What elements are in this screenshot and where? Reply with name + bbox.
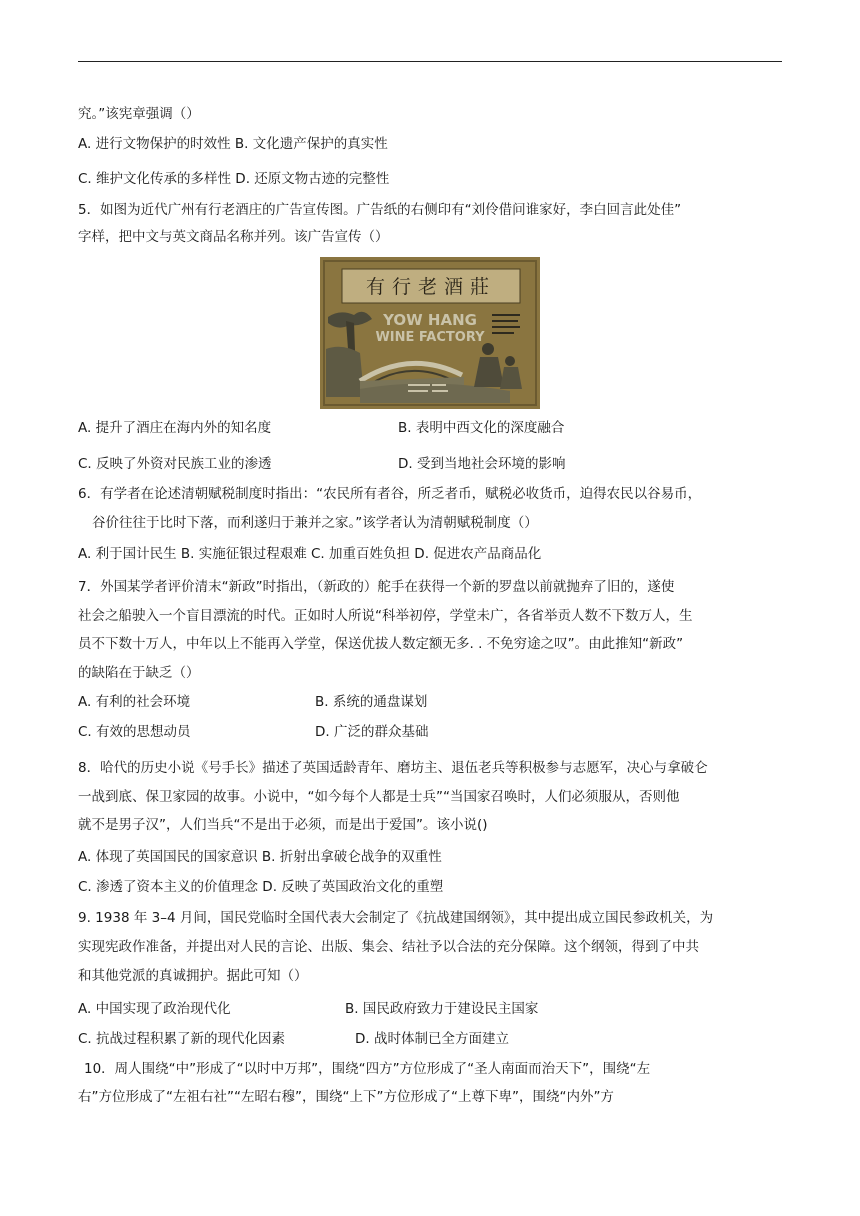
q7-stem-line2: 社会之船驶入一个盲目漂流的时代。正如时人所说“科举初停，学堂未广，各省举贡人数不下数万人，生 (78, 608, 693, 624)
q8-options-ab: A. 体现了英国国民的国家意识 B. 折射出拿破仑战争的双重性 (78, 849, 442, 865)
figure-banner-text: 有行老酒莊 (365, 276, 497, 298)
figure-english-line1: YOW HANG (383, 311, 477, 329)
q10-stem-line2: 右”方位形成了“左祖右社”“左昭右穆”，围绕“上下”方位形成了“上尊下卑”，围绕“内外”方 (78, 1089, 614, 1105)
q7-option-c: C. 有效的思想动员 (78, 724, 191, 740)
q8-options-cd: C. 渗透了资本主义的价值理念 D. 反映了英国政治文化的重塑 (78, 879, 444, 895)
q7-stem-line3: 员不下数十万人，中年以上不能再入学堂，保送优拔人数定额无多. . 不免穷途之叹”。由此推知“新政” (78, 636, 684, 652)
q9-option-c: C. 抗战过程积累了新的现代化因素 (78, 1031, 286, 1047)
q6-stem-line1: 6．有学者在论述清朝赋税制度时指出：“农民所有者谷，所乏者币，赋税必收货币，迫得农民以谷易币， (78, 486, 702, 502)
q9-option-a: A. 中国实现了政治现代化 (78, 1001, 231, 1017)
q10-stem-line1: 10．周人围绕“中”形成了“以时中万邦”，围绕“四方”方位形成了“圣人南面而治天下”，围绕“左 (84, 1061, 651, 1077)
q5-stem-line1: 5．如图为近代广州有行老酒庄的广告宣传图。广告纸的右侧印有“刘伶借问谁家好，李白回言此处佳” (78, 202, 682, 218)
wine-advertisement-image (320, 257, 540, 409)
figure-english-line2: WINE FACTORY (375, 330, 485, 345)
q9-stem-line3: 和其他党派的真诚拥护。据此可知（） (78, 968, 308, 984)
q7-option-a: A. 有利的社会环境 (78, 694, 191, 710)
q6-options: A. 利于国计民生 B. 实施征银过程艰难 C. 加重百姓负担 D. 促进农产品商品化 (78, 546, 542, 562)
q8-stem-line3: 就不是男子汉”，人们当兵“不是出于必须，而是出于爱国”。该小说() (78, 817, 488, 833)
q5-option-a: A. 提升了酒庄在海内外的知名度 (78, 420, 272, 436)
q7-option-b: B. 系统的通盘谋划 (315, 694, 428, 710)
q5-option-b: B. 表明中西文化的深度融合 (398, 420, 565, 436)
q8-stem-line2: 一战到底、保卫家园的故事。小说中，“如今每个人都是士兵”“当国家召唤时，人们必须服从，否则他 (78, 789, 680, 805)
q9-option-d: D. 战时体制已全方面建立 (355, 1031, 509, 1047)
q5-stem-line2: 字样，把中文与英文商品名称并列。该广告宣传（） (78, 229, 389, 245)
q4-options-ab: A. 进行文物保护的时效性 B. 文化遗产保护的真实性 (78, 136, 388, 152)
q7-stem-line1: 7．外国某学者评价清末“新政”时指出，（新政的）舵手在获得一个新的罗盘以前就抛弃了旧的，遂使 (78, 579, 675, 595)
q7-option-d: D. 广泛的群众基础 (315, 724, 429, 740)
q6-stem-line2: 谷价往往于比时下落，而利遂归于兼并之家。”该学者认为清朝赋税制度（） (92, 515, 538, 531)
q9-option-b: B. 国民政府致力于建设民主国家 (345, 1001, 539, 1017)
q5-option-c: C. 反映了外资对民族工业的渗透 (78, 456, 272, 472)
q9-stem-line1: 9. 1938 年 3–4 月间，国民党临时全国代表大会制定了《抗战建国纲领》，其中提出成立国民参政机关，为 (78, 910, 714, 926)
q8-stem-line1: 8．哈代的历史小说《号手长》描述了英国适龄青年、磨坊主、退伍老兵等积极参与志愿军，决心与拿破仑 (78, 760, 708, 776)
q4-options-cd: C. 维护文化传承的多样性 D. 还原文物古迹的完整性 (78, 171, 390, 187)
q5-option-d: D. 受到当地社会环境的影响 (398, 456, 566, 472)
q7-stem-line4: 的缺陷在于缺乏（） (78, 665, 200, 681)
q9-stem-line2: 实现宪政作准备，并提出对人民的言论、出版、集会、结社予以合法的充分保障。这个纲领，得到了中共 (78, 939, 699, 955)
q4-stem-cont: 究。”该宪章强调（） (78, 106, 200, 122)
header-rule (78, 61, 782, 62)
